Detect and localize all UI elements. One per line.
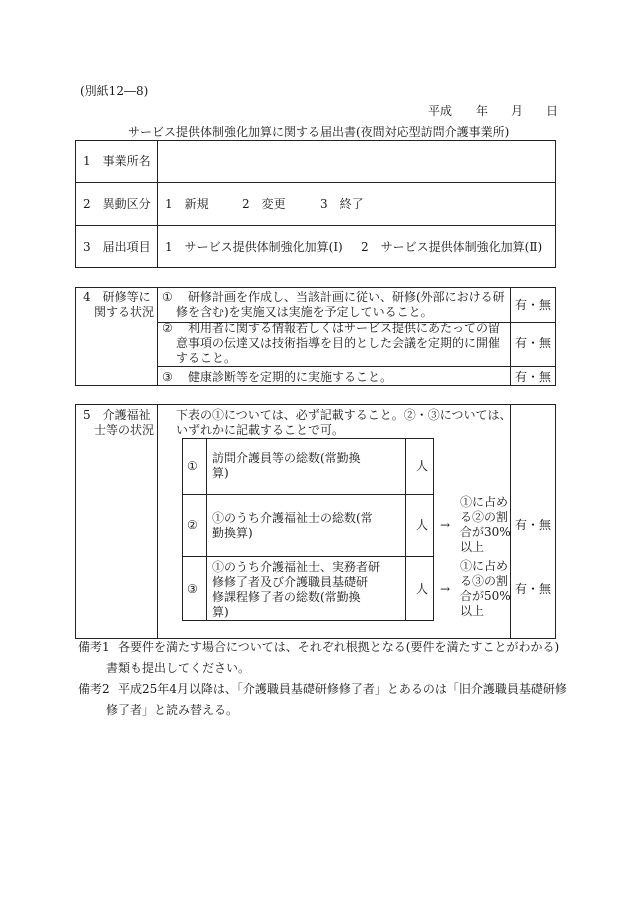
note-1-line1: 各要件を満たす場合については、それぞれ根拠となる(要件を満たすことがわかる) [118,640,560,654]
training-item-1-line2: 修を含む)を実施又は実施を予定していること。 [176,305,433,319]
welfare-row-3-ratio-line2: る③の割 [460,574,509,588]
notification-option-1[interactable]: 1 サービス提供体制強化加算(Ⅰ) [165,240,343,254]
note-2-line1: 平成25年4月以降は、「介護職員基礎研修修了者」とあるのは「旧介護職員基礎研修 [118,682,567,696]
training-item-3-yes-no[interactable]: 有・無 [515,370,552,384]
training-item-2-line1: 利用者に関する情報若しくはサービス提供にあたっての留 [188,321,501,335]
date-year: 年 [476,104,489,118]
date-day: 日 [546,104,559,118]
form-number: (別紙12―8) [80,84,149,98]
training-item-1-marker: ① [162,290,173,304]
welfare-row-3-desc-line3: 修課程修了者の総数(常勤換 [212,590,361,604]
notification-option-2[interactable]: 2 サービス提供体制強化加算(Ⅱ) [361,240,543,254]
welfare-row-2-ratio-line1: ①に占め [460,495,509,509]
notification-item-label: 3 届出項目 [83,240,151,254]
note-1-label: 備考1 [78,640,110,654]
welfare-row-3-ratio-line1: ①に占め [460,559,509,573]
welfare-row-3-arrow-icon: → [440,582,451,596]
welfare-row-1-desc-line1: 訪問介護員等の総数(常勤換 [212,451,361,465]
welfare-row-2-ratio-line4: 以上 [460,540,485,554]
welfare-intro-line2: いずれかに記載することで可。 [176,423,345,437]
welfare-row-1-desc-line2: 算) [212,466,229,480]
welfare-row-2-desc-line1: ①のうち介護福祉士の総数(常 [212,511,373,525]
training-item-3-marker: ③ [162,370,173,384]
welfare-row-3-marker: ③ [187,582,198,596]
training-item-2-yes-no[interactable]: 有・無 [515,336,552,350]
welfare-row-3-desc-line1: ①のうち介護福祉士、実務者研 [212,560,381,574]
change-type-option-change[interactable]: 2 変更 [242,197,286,211]
office-name-label: 1 事業所名 [83,154,151,168]
welfare-row-2-desc-line2: 勤換算) [212,526,253,540]
document-title: サービス提供体制強化加算に関する届出書(夜間対応型訪問介護事業所) [128,125,510,139]
date-month: 月 [511,104,524,118]
welfare-row-1-marker: ① [187,459,198,473]
change-type-option-new[interactable]: 1 新規 [165,197,209,211]
training-item-1-line1: 研修計画を作成し、当該計画に従い、研修(外部における研 [188,290,505,304]
change-type-option-end[interactable]: 3 終了 [320,197,364,211]
welfare-row-2-ratio-line2: る②の割 [460,510,509,524]
training-item-2-marker: ② [162,321,173,335]
change-type-label: 2 異動区分 [83,197,151,211]
welfare-row-3-desc-line4: 算) [212,605,229,619]
welfare-row-3-yes-no[interactable]: 有・無 [515,582,552,596]
welfare-row-2-arrow-icon: → [440,518,451,532]
welfare-row-3-desc-line2: 修修了者及び介護職員基礎研 [212,575,369,589]
welfare-row-1-unit[interactable]: 人 [416,459,429,473]
welfare-row-2-ratio-line3: 合が30% [460,525,511,539]
welfare-label-line1: 5 介護福祉 [83,408,151,422]
welfare-row-2-unit[interactable]: 人 [416,518,429,532]
training-label-line2: 関する状況 [94,305,155,319]
training-item-2-line2: 意事項の伝達又は技術指導を目的とした会議を定期的に開催 [176,336,501,350]
welfare-row-3-ratio-line3: 合が50% [460,589,511,603]
welfare-row-2-yes-no[interactable]: 有・無 [515,518,552,532]
welfare-row-3-ratio-line4: 以上 [460,604,485,618]
training-item-1-yes-no[interactable]: 有・無 [515,298,552,312]
note-1-line2: 書類も提出してください。 [106,661,251,675]
training-label-line1: 4 研修等に [83,290,151,304]
training-item-3-line1: 健康診断等を定期的に実施すること。 [188,370,393,384]
training-item-2-line3: すること。 [176,351,237,365]
welfare-row-2-marker: ② [187,518,198,532]
welfare-label-line2: 士等の状況 [94,423,155,437]
date-era: 平成 [428,104,453,118]
welfare-row-3-unit[interactable]: 人 [416,582,429,596]
note-2-line2: 修了者」と読み替える。 [106,703,239,717]
note-2-label: 備考2 [78,682,110,696]
welfare-intro-line1: 下表の①については、必ず記載すること。②・③については、 [176,408,512,422]
